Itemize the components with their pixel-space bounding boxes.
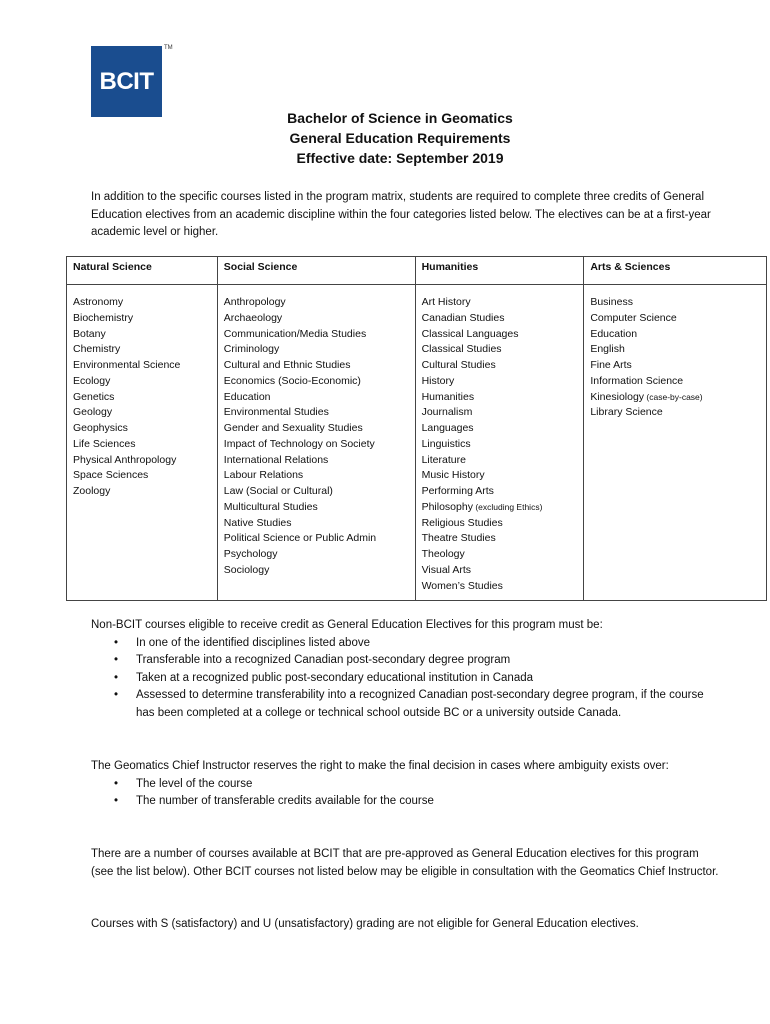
list-item: Archaeology <box>223 311 283 324</box>
humanities-list <box>415 285 584 601</box>
list-item: Environmental Studies <box>223 406 329 419</box>
item-label: Kinesiology <box>590 390 645 403</box>
list-item: Economics (Socio-Economic) <box>223 374 361 387</box>
header-humanities: Humanities <box>415 257 584 285</box>
list-item: Labour Relations <box>223 469 304 482</box>
list-item: • The number of transferable credits available for the course <box>91 793 721 811</box>
list-item: Cultural Studies <box>421 359 496 371</box>
list-item: Impact of Technology on Society <box>223 437 375 450</box>
list-item: Humanities <box>421 390 475 403</box>
table-header-row <box>67 257 767 285</box>
list-item: Education <box>223 390 271 403</box>
list-item: Classical Studies <box>421 343 502 356</box>
list-item: Geophysics <box>73 422 128 434</box>
list-item: • Taken at a recognized public post-secondary educational institution in Canada <box>91 670 721 688</box>
list-item: Sociology <box>223 563 270 576</box>
list-item: Linguistics <box>421 437 471 450</box>
list-item: Performing Arts <box>421 485 494 497</box>
list-item: Botany <box>73 327 106 340</box>
list-item: Theology <box>421 548 465 560</box>
list-item: Journalism <box>421 406 473 419</box>
title-line-3: Effective date: September 2019 <box>296 150 504 166</box>
list-item: Languages <box>421 422 474 434</box>
social-science-list <box>217 285 415 601</box>
list-item: Education <box>590 327 638 340</box>
list-item: Criminology <box>223 343 280 356</box>
list-item: Library Science <box>590 406 663 419</box>
non-bcit-intro: Non-BCIT courses eligible to receive credit as General Education Electives for this program must be: <box>91 619 603 631</box>
list-item: Anthropology <box>223 296 286 308</box>
list-item <box>590 390 760 406</box>
list-item: Religious Studies <box>421 516 503 529</box>
header-social-science: Social Science <box>217 257 415 285</box>
title-line-2: General Education Requirements <box>289 130 511 146</box>
list-item: • Assessed to determine transferability into a recognized Canadian post-secondary degree program, if the course has been completed at a college or technical school outside BC or a university outside Canada. <box>91 687 721 722</box>
natural-science-list <box>67 285 218 601</box>
non-bcit-section <box>91 617 721 722</box>
list-item: English <box>590 343 625 356</box>
header-arts-sciences: Arts & Sciences <box>584 257 767 285</box>
list-item: Literature <box>421 453 466 466</box>
table-body-row <box>67 285 767 601</box>
preapproved-paragraph: There are a number of courses available at BCIT that are pre-approved as General Education electives for this program (see the list below). Other BCIT courses not listed below may be eligible in consultation with the Geomatics Chief Instructor. <box>91 848 719 878</box>
list-item: Political Science or Public Admin <box>223 532 377 545</box>
non-bcit-bullets <box>91 635 721 723</box>
chief-instructor-section <box>91 758 721 811</box>
list-item: Women’s Studies <box>421 579 503 592</box>
list-item: Information Science <box>590 374 684 387</box>
chief-intro: The Geomatics Chief Instructor reserves the right to make the final decision in cases where ambiguity exists over: <box>91 760 669 772</box>
list-item: Life Sciences <box>73 437 136 450</box>
list-item: Gender and Sexuality Studies <box>223 422 363 434</box>
list-item: Zoology <box>73 485 111 497</box>
list-item: Visual Arts <box>421 563 471 576</box>
list-item: Art History <box>421 296 471 308</box>
list-item: History <box>421 374 455 387</box>
arts-sciences-list <box>584 285 767 601</box>
bcit-logo <box>91 46 162 117</box>
list-item: • The level of the course <box>91 776 721 794</box>
header-natural-science: Natural Science <box>67 257 218 285</box>
categories-table <box>66 256 767 601</box>
list-item: Ecology <box>73 374 111 387</box>
list-item: Biochemistry <box>73 311 134 324</box>
list-item: Psychology <box>223 548 278 560</box>
item-label: Philosophy <box>421 500 473 513</box>
logo-text: BCIT <box>99 67 154 95</box>
title-line-1: Bachelor of Science in Geomatics <box>287 110 513 126</box>
list-item: Computer Science <box>590 311 677 324</box>
list-item: Astronomy <box>73 296 124 308</box>
item-note: (excluding Ethics) <box>472 501 543 512</box>
list-item: Geology <box>73 406 113 419</box>
trademark-mark: TM <box>164 45 173 51</box>
list-item: Genetics <box>73 390 115 403</box>
chief-bullets <box>91 776 721 811</box>
list-item: Environmental Science <box>73 359 181 371</box>
list-item: Space Sciences <box>73 469 149 482</box>
list-item: Native Studies <box>223 516 292 529</box>
list-item <box>422 500 578 516</box>
list-item: Chemistry <box>73 343 121 356</box>
grading-paragraph: Courses with S (satisfactory) and U (unsatisfactory) grading are not eligible for General Education electives. <box>91 918 639 930</box>
list-item: International Relations <box>223 453 329 466</box>
intro-paragraph: In addition to the specific courses listed in the program matrix, students are required to complete three credits of General Education electives from an academic discipline within the four categories listed below. The electives can be at a first-year academic level or higher. <box>91 191 711 238</box>
item-note: (case-by-case) <box>644 391 703 402</box>
list-item: Communication/Media Studies <box>223 327 367 340</box>
document-title <box>0 108 770 168</box>
list-item: Physical Anthropology <box>73 453 177 466</box>
list-item: Classical Languages <box>421 327 519 340</box>
list-item: Theatre Studies <box>421 532 496 545</box>
list-item: • In one of the identified disciplines listed above <box>91 635 721 653</box>
list-item: Fine Arts <box>590 359 632 371</box>
list-item: Canadian Studies <box>421 311 505 324</box>
list-item: Law (Social or Cultural) <box>223 485 333 497</box>
list-item: Music History <box>421 469 485 482</box>
list-item: • Transferable into a recognized Canadian post-secondary degree program <box>91 652 721 670</box>
list-item: Multicultural Studies <box>223 500 318 513</box>
list-item: Cultural and Ethnic Studies <box>223 359 351 371</box>
list-item: Business <box>590 296 633 308</box>
